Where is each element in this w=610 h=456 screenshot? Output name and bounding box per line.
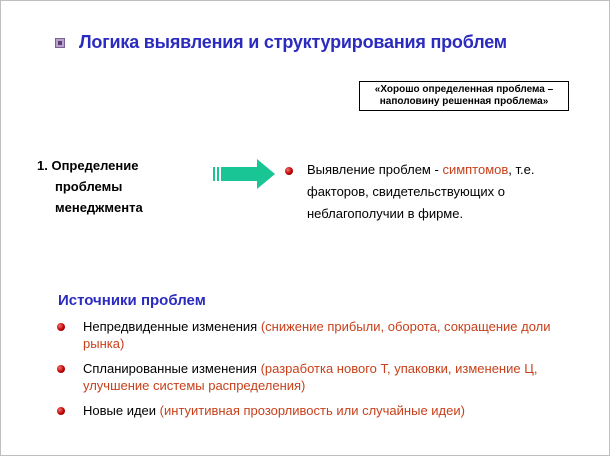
quote-box — [359, 81, 569, 111]
sources-title: Источники проблем — [58, 292, 206, 309]
list-item-main: Непредвиденные изменения — [83, 319, 261, 334]
round-bullet-icon — [57, 407, 65, 415]
sources-list — [57, 318, 557, 427]
quote-line-2: наполовину решенная проблема» — [379, 96, 549, 107]
slide-title: Логика выявления и структурирования проблем — [79, 32, 507, 52]
step-line-2: проблемы — [55, 179, 123, 194]
list-item-detail: (разработка нового Т, упаковки, изменение Ц, улучшение системы распределения) — [83, 361, 538, 393]
step-line-3: менеджмента — [55, 200, 143, 215]
square-bullet-icon — [55, 38, 65, 48]
list-item — [57, 360, 557, 394]
step-line-1: 1. Определение — [37, 158, 139, 173]
list-item-detail: (снижение прибыли, оборота, сокращение доли рынка) — [83, 319, 551, 351]
list-item-main: Новые идеи — [83, 403, 160, 418]
round-bullet-icon — [57, 323, 65, 331]
quote-line-1: «Хорошо определенная проблема – — [374, 84, 554, 95]
title-row — [55, 32, 507, 53]
list-item — [57, 318, 557, 352]
description-highlight: симптомов — [442, 162, 509, 177]
round-bullet-icon — [285, 167, 293, 175]
description-text — [285, 159, 555, 225]
list-item — [57, 402, 557, 419]
round-bullet-icon — [57, 365, 65, 373]
list-item-main: Спланированные изменения — [83, 361, 261, 376]
list-item-detail: (интуитивная прозорливость или случайные идеи) — [159, 403, 465, 418]
description-suffix: , т.е. факторов, свидетельствующих о неблагополучии в фирме. — [307, 162, 535, 221]
step-label — [37, 155, 143, 218]
right-arrow-icon — [213, 158, 277, 190]
description-prefix: Выявление проблем - — [307, 162, 443, 177]
description-block — [285, 159, 555, 225]
